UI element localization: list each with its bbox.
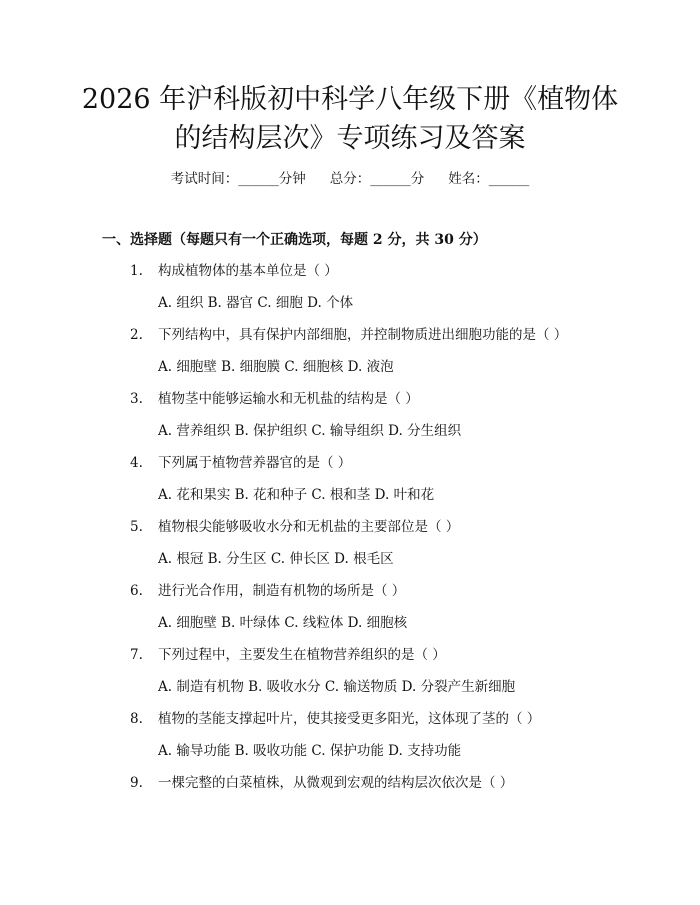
question-text: 下列结构中，具有保护内部细胞，并控制物质进出细胞功能的是（ ） <box>158 327 568 343</box>
question-stem <box>130 325 567 345</box>
question-text: 植物根尖能够吸收水分和无机盐的主要部位是（ ） <box>158 519 460 535</box>
question-item <box>0 645 700 709</box>
name-field: 姓名：______ <box>448 171 530 187</box>
question-list <box>0 261 700 837</box>
question-number: 8. <box>130 711 143 727</box>
question-stem <box>130 389 419 409</box>
question-stem <box>130 581 405 601</box>
question-text: 一棵完整的白菜植株，从微观到宏观的结构层次依次是（ ） <box>158 775 514 791</box>
question-number: 7. <box>130 647 143 663</box>
question-item <box>0 325 700 389</box>
question-stem <box>130 453 351 473</box>
question-number: 4. <box>130 455 143 471</box>
question-options: A. 营养组织 B. 保护组织 C. 输导组织 D. 分生组织 <box>158 423 462 439</box>
page-title-line-1: 2026 年沪科版初中科学八年级下册《植物体 <box>81 84 619 115</box>
question-item <box>0 709 700 773</box>
question-options: A. 制造有机物 B. 吸收水分 C. 输送物质 D. 分裂产生新细胞 <box>158 679 516 695</box>
question-stem <box>130 517 459 537</box>
question-number: 9. <box>130 775 143 791</box>
question-number: 3. <box>130 391 143 407</box>
question-item <box>0 517 700 581</box>
question-number: 2. <box>130 327 143 343</box>
question-item <box>0 773 700 837</box>
question-number: 1. <box>130 263 143 279</box>
question-text: 进行光合作用，制造有机物的场所是（ ） <box>158 583 406 599</box>
question-stem <box>130 645 446 665</box>
question-stem <box>130 261 338 281</box>
question-item <box>0 261 700 325</box>
question-stem <box>130 709 540 729</box>
section-heading: 一、选择题（每题只有一个正确选项，每题 2 分，共 30 分） <box>102 232 487 248</box>
question-item <box>0 581 700 645</box>
question-text: 下列过程中，主要发生在植物营养组织的是（ ） <box>158 647 446 663</box>
question-text: 下列属于植物营养器官的是（ ） <box>158 455 352 471</box>
exam-info <box>0 167 700 187</box>
question-options: A. 花和果实 B. 花和种子 C. 根和茎 D. 叶和花 <box>158 487 435 503</box>
question-number: 5. <box>130 519 143 535</box>
question-options: A. 细胞壁 B. 细胞膜 C. 细胞核 D. 液泡 <box>158 359 394 375</box>
question-options: A. 根冠 B. 分生区 C. 伸长区 D. 根毛区 <box>158 551 394 567</box>
question-text: 植物的茎能支撑起叶片，使其接受更多阳光，这体现了茎的（ ） <box>158 711 541 727</box>
question-options: A. 组织 B. 器官 C. 细胞 D. 个体 <box>158 295 354 311</box>
question-item <box>0 453 700 517</box>
question-stem <box>130 773 513 793</box>
page-title-line-2: 的结构层次》专项练习及答案 <box>174 123 526 154</box>
question-number: 6. <box>130 583 143 599</box>
question-options: A. 输导功能 B. 吸收功能 C. 保护功能 D. 支持功能 <box>158 743 462 759</box>
question-options: A. 细胞壁 B. 叶绿体 C. 线粒体 D. 细胞核 <box>158 615 408 631</box>
question-item <box>0 389 700 453</box>
question-text: 植物茎中能够运输水和无机盐的结构是（ ） <box>158 391 419 407</box>
total-score-field: 总分：______分 <box>329 171 425 187</box>
question-text: 构成植物体的基本单位是（ ） <box>158 263 338 279</box>
exam-time-field: 考试时间：______分钟 <box>170 171 306 187</box>
